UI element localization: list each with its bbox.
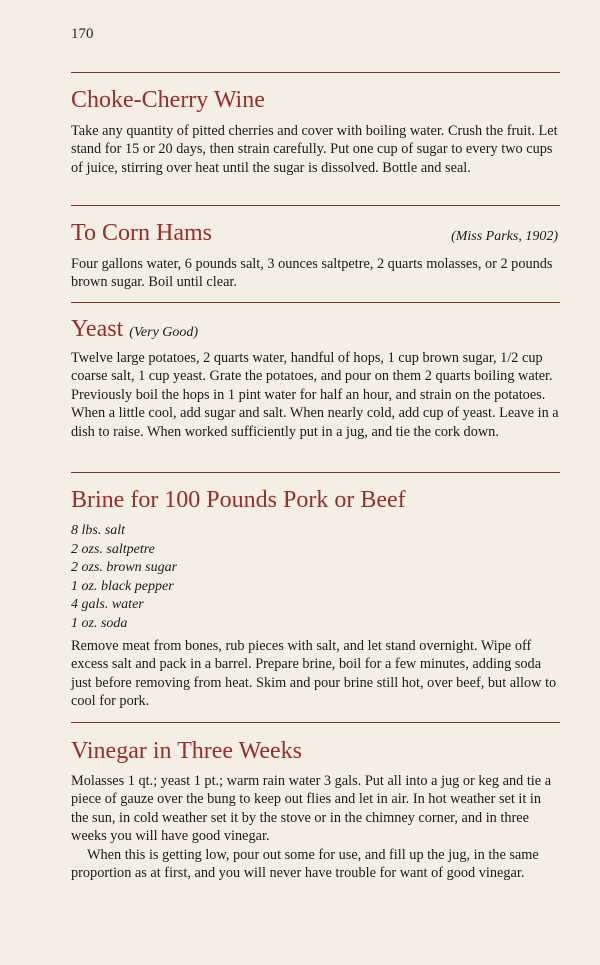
recipe-title-yeast [71,315,198,347]
page-number: 170 [71,26,94,42]
recipe-attribution: (Miss Parks, 1902) [451,229,558,244]
section-divider [71,302,560,303]
section-divider [71,722,560,723]
recipe-body [71,637,561,711]
ingredient-item: 4 gals. water [71,597,144,613]
recipe-body [71,255,561,292]
ingredient-item: 2 ozs. brown sugar [71,560,178,576]
recipe-title-choke-cherry-wine: Choke-Cherry Wine [71,87,265,113]
section-divider [71,205,560,206]
recipe-body [71,772,561,882]
recipe-title-to-corn-hams: To Corn Hams [71,220,212,246]
recipe-title-vinegar: Vinegar in Three Weeks [71,738,302,764]
ingredient-item: 1 oz. black pepper [71,578,174,594]
recipe-paragraph: Remove meat from bones, rub pieces with salt, and let stand overnight. Wipe off excess salt and pack in a barrel. Prepare brine, boil for a few minutes, adding soda just before removing from heat. Skim and pour brine still hot, over beef, but allow to cool for pork. [71,638,557,710]
ingredient-item: 1 oz. soda [71,615,128,631]
recipe-title-brine: Brine for 100 Pounds Pork or Beef [71,487,406,513]
recipe-body [71,122,561,177]
recipe-paragraph: Twelve large potatoes, 2 quarts water, handful of hops, 1 cup brown sugar, 1/2 cup coarse salt, 1 cup yeast. Grate the potatoes, and pour on them 2 quarts boiling water. Previously boil the hops in 1 pint water for half an hour, and strain on the potatoes. When a little cool, add sugar and salt. When nearly cold, add cup of yeast. Leave in a dish to raise. When worked sufficiently put in a jug, and tie the cork down. [71,350,559,440]
section-divider [71,472,560,473]
section-divider [71,72,560,73]
recipe-body [71,349,561,441]
ingredient-list [71,522,177,634]
recipe-paragraph: Four gallons water, 6 pounds salt, 3 ounces saltpetre, 2 quarts molasses, or 2 pounds brown sugar. Boil until clear. [71,256,553,291]
recipe-paragraph: Molasses 1 qt.; yeast 1 pt.; warm rain water 3 gals. Put all into a jug or keg and tie a piece of gauze over the bung to keep out flies and let in air. In hot weather set it in the sun, in cold weather set it by the stove or in the chimney corner, and in three weeks you will have good vinegar. [71,773,552,845]
recipe-title-text: Yeast [71,316,124,342]
recipe-subtitle: (Very Good) [129,325,199,340]
ingredient-item: 8 lbs. salt [71,523,126,538]
recipe-paragraph: When this is getting low, pour out some for use, and fill up the jug, in the same proportion as at first, and you will never have trouble for want of good vinegar. [71,846,539,882]
recipe-paragraph: Take any quantity of pitted cherries and cover with boiling water. Crush the fruit. Let stand for 15 or 20 days, then strain carefully. Put one cup of sugar to every two cups of juice, stirring over heat until the sugar is dissolved. Bottle and seal. [71,123,558,176]
ingredient-item: 2 ozs. saltpetre [71,541,155,557]
